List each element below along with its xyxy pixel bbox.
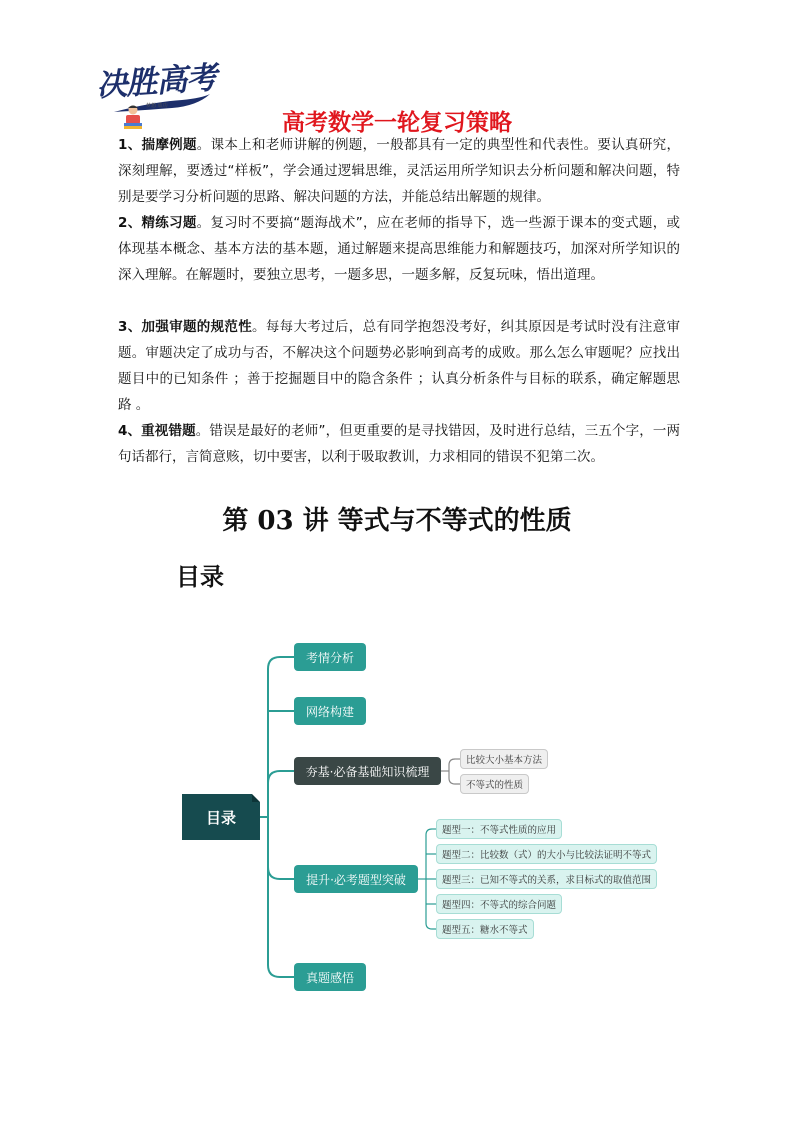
leaf-type-3: [436, 869, 657, 889]
tip-body: 。复习时不要搞“题海战术”，应在老师的指导下，选一些源于课本的变式题，或体现基本概念、基本方法的基本题，通过解题来提高思维能力和解题技巧，加深对所学知识的深入理解。在解题时，要独立思考，一题多思，一题多解，反复玩味，悟出道理。: [118, 215, 680, 283]
tip-paragraph-3: [118, 314, 680, 418]
leaf-label: 不等式的性质: [466, 780, 524, 791]
tip-lead: 4、重视错题: [118, 423, 196, 439]
branch-basics: [294, 757, 441, 785]
tip-lead: 2、精练习题: [118, 215, 197, 231]
leaf-label: 比较大小基本方法: [466, 755, 543, 766]
branch-label: 真题感悟: [305, 970, 354, 985]
tip-paragraph-4: [118, 418, 680, 470]
branch-network: [294, 697, 366, 725]
logo-caption: 梦想 成功: [146, 103, 168, 109]
branch-label: 网络构建: [305, 704, 354, 719]
lecture-title: 第 03 讲 等式与不等式的性质: [222, 506, 572, 536]
tip-paragraph-1: [118, 132, 680, 210]
leaf-label: 题型四：不等式的综合问题: [442, 900, 557, 911]
tip-lead: 1、揣摩例题: [118, 137, 197, 153]
mindmap-root: [182, 794, 260, 840]
leaf-basics-2: [460, 774, 529, 794]
branch-question-types: [294, 865, 418, 893]
leaf-type-2: [436, 844, 657, 864]
branch-label: 考情分析: [305, 650, 354, 665]
leaf-label: 题型一：不等式性质的应用: [442, 825, 557, 836]
tip-body: 。每每大考过后，总有同学抱怨没考好，纠其原因是考试时没有注意审题。审题决定了成功与否，不解决这个问题势必影响到高考的成败。那么怎么审题呢？应找出题目中的已知条件 ；善于挖掘题目中的隐含条件 ；认真分析条件与目标的联系，确定解题思路 。: [118, 319, 680, 413]
tip-body: 。课本上和老师讲解的例题，一般都具有一定的典型性和代表性。要认真研究，深刻理解，要透过“样板”，学会通过逻辑思维，灵活运用所学知识去分析问题和解决问题，特别是要学习分析问题的思路、解决问题的方法，并能总结出解题的规律。: [118, 137, 681, 205]
tip-lead: 3、加强审题的规范性: [118, 319, 253, 335]
tip-paragraph-2: [118, 210, 680, 288]
logo-text: 决胜高考: [95, 59, 218, 105]
document-title: 高考数学一轮复习策略: [282, 110, 512, 136]
branch-past-exams: [294, 963, 366, 991]
corner-fold-icon: [252, 794, 260, 802]
branch-label: 提升·必考题型突破: [306, 872, 406, 887]
branch-exam-analysis: [294, 643, 366, 671]
leaf-type-4: [436, 894, 562, 914]
leaf-label: 题型二：比较数（式）的大小与比较法证明不等式: [442, 850, 652, 861]
toc-heading: 目录: [176, 563, 224, 591]
branch-label: 夯基·必备基础知识梳理: [305, 764, 430, 779]
leaf-label: 题型五：糖水不等式: [442, 925, 528, 936]
mindmap-root-label: 目录: [205, 808, 236, 827]
leaf-label: 题型三：已知不等式的关系，求目标式的取值范围: [442, 875, 652, 886]
tip-body: 。错误是最好的老师”，但更重要的是寻找错因，及时进行总结，三五个字，一两句话都行，言简意赅，切中要害，以利于吸取教训，力求相同的错误不犯第二次。: [118, 423, 680, 465]
leaf-basics-1: [460, 749, 548, 769]
leaf-type-5: [436, 919, 534, 939]
leaf-type-1: [436, 819, 562, 839]
